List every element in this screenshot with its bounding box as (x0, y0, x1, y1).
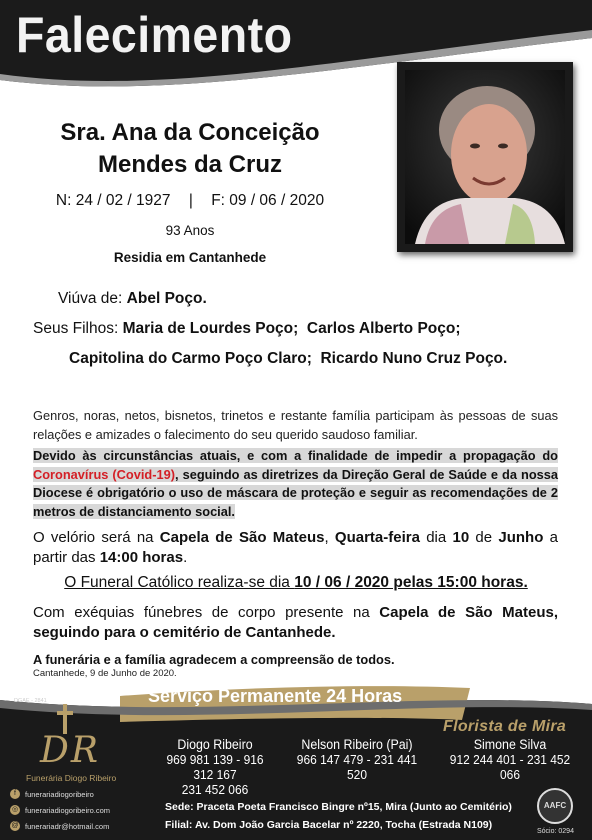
funeral-datetime: 10 / 06 / 2020 pelas 15:00 horas. (294, 574, 528, 591)
member-number: Sócio: 0294 (537, 828, 574, 835)
footer-banner (0, 680, 592, 840)
wake-day: Quarta-feira (334, 529, 420, 546)
deceased-name-line1: Sra. Ana da Conceição (60, 119, 320, 146)
children-names-2: Capitolina do Carmo Poço Claro; Ricardo Nuno Cruz Poço. (69, 350, 508, 367)
address-filial: Filial: Av. Dom João Garcia Bacelar nº 2220, Tocha (Estrada N109) (165, 819, 493, 831)
life-dates (0, 192, 380, 210)
globe-icon: ◎ (11, 806, 19, 813)
contact-name: Diogo Ribeiro (177, 737, 253, 752)
wake-paragraph (33, 528, 558, 568)
widow-line (58, 290, 207, 308)
address-sede: Sede: Praceta Poeta Francisco Bingre nº15, Mira (Junto ao Cemitério) (165, 801, 512, 813)
contact-phones: 966 147 479 - 231 441 520 (296, 752, 418, 782)
contact-phones: 912 244 401 - 231 452 066 (449, 752, 571, 782)
facebook-icon: f (10, 789, 20, 799)
contact-name: Simone Silva (473, 737, 547, 752)
wake-text: de (469, 529, 499, 546)
wake-time: 14:00 horas (99, 549, 184, 566)
email-icon: @ (11, 822, 19, 829)
exequies-text: Com exéquias fúnebres de corpo presente na (33, 604, 380, 621)
death-date: F: 09 / 06 / 2020 (211, 192, 325, 209)
social-label: funerariadiogoribeiro (25, 789, 94, 799)
wake-text: O velório será na (33, 529, 160, 546)
date-separator: | (188, 192, 193, 209)
contact-name: Nelson Ribeiro (Pai) (301, 737, 413, 752)
covid-warning (33, 447, 558, 521)
social-label: funerariadiogoribeiro.com (25, 805, 111, 815)
relatives-paragraph: Genros, noras, netos, bisnetos, trinetos e restante família participam às pessoas de suas relações e amizades o falecimento do seu querido saudoso familiar. (33, 408, 558, 442)
wake-text: a partir das (33, 529, 558, 566)
social-website[interactable] (10, 805, 110, 815)
place-date: Cantanhede, 9 de Junho de 2020. (33, 668, 177, 679)
deceased-photo (397, 62, 573, 252)
children-label: Seus Filhos: (33, 320, 119, 337)
widow-name: Abel Poço. (126, 290, 207, 307)
children-line2 (69, 350, 507, 368)
florista-logo: Florista de Mira (443, 718, 567, 735)
service-banner: Serviço Permanente 24 Horas (148, 686, 403, 706)
funeral-line (0, 574, 592, 592)
exequies-paragraph (33, 603, 558, 643)
deceased-name (0, 117, 380, 181)
birth-date: N: 24 / 02 / 1927 (55, 192, 171, 209)
aafc-seal: AAFC (537, 788, 573, 824)
page-title: Falecimento (16, 7, 293, 63)
dgae-code: DGAE - 2841 (14, 698, 47, 704)
contact-phones: 231 452 066 (181, 782, 249, 797)
exequies-place: Capela de São Mateus (379, 604, 554, 621)
social-email[interactable] (10, 821, 109, 831)
wake-text: , (324, 529, 335, 546)
contact-nelson (288, 737, 426, 782)
covid-warning-text-a: Devido às circunstâncias atuais, e com a finalidade de impedir a propagação do (33, 448, 558, 463)
portrait-image (405, 70, 565, 244)
exequies-text: , seguindo para o cemitério de Cantanhede. (33, 604, 558, 641)
contact-simone (446, 737, 575, 782)
children-line1 (33, 320, 461, 338)
wake-text: dia (419, 529, 453, 546)
covid-warning-virus: Coronavírus (Covid-19) (33, 466, 175, 482)
thanks-line: A funerária e a família agradecem a compreensão de todos. (33, 652, 395, 667)
widow-label: Viúva de: (58, 290, 123, 307)
wake-text: . (183, 549, 188, 566)
company-logo: DR (40, 730, 100, 771)
children-names-1: Maria de Lourdes Poço; Carlos Alberto Poço; (122, 320, 461, 337)
social-facebook[interactable] (10, 789, 94, 799)
funeral-text: O Funeral Católico realiza-se dia (64, 574, 295, 591)
contact-diogo (155, 737, 275, 797)
wake-month: Junho (498, 529, 544, 546)
wake-place: Capela de São Mateus (159, 529, 325, 546)
contact-phones: 969 981 139 - 916 312 167 (166, 752, 264, 782)
company-name: Funerária Diogo Ribeiro (26, 773, 117, 783)
residence: Residia em Cantanhede (113, 250, 267, 265)
deceased-name-line2: Mendes da Cruz (97, 151, 283, 178)
age: 93 Anos (165, 223, 215, 238)
covid-warning-text-b: , seguindo as diretrizes da Direção Geral de Saúde e da nossa Diocese é obrigatório o uso de máscara de proteção e seguir as recomendações de 2 metros de distanciamento social. (33, 466, 558, 519)
social-label: funerariadr@hotmail.com (25, 821, 110, 831)
wake-date: 10 (452, 529, 470, 546)
